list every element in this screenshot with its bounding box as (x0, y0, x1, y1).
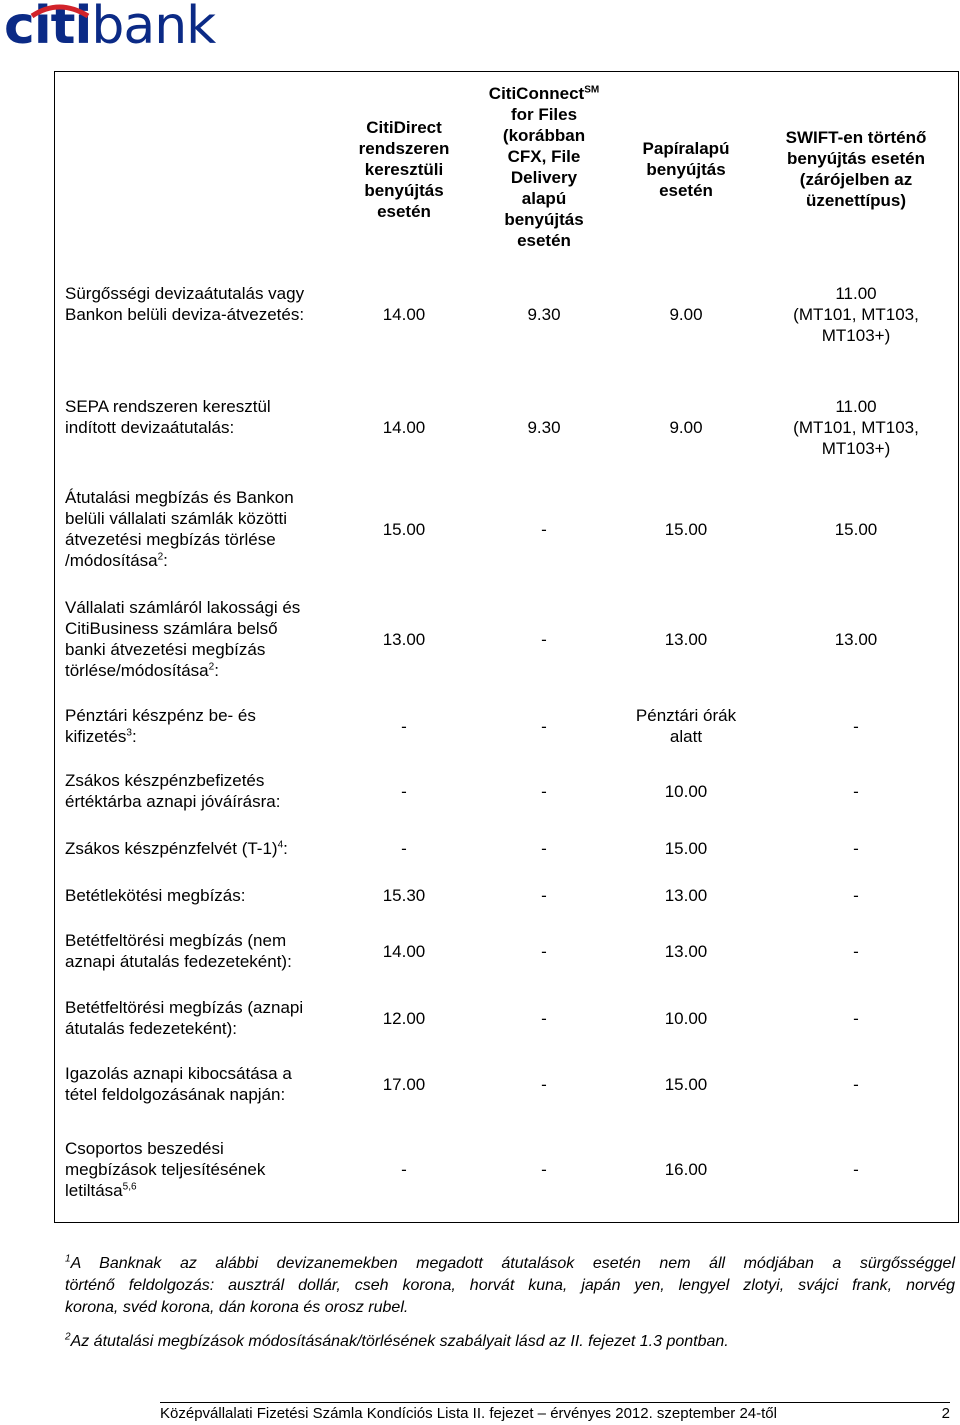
header-citiconnect-line: benyújtás (504, 210, 584, 229)
row-value-col2: - (541, 941, 547, 961)
row-value-col4: 13.00 (834, 629, 878, 649)
header-c2-title: CitiConnect℠ (488, 84, 600, 103)
row-value-col1: 12.00 (382, 1008, 426, 1028)
header-swift-line: benyújtás esetén (787, 149, 925, 168)
logo-citi: citi (4, 0, 92, 56)
row-value-col2: - (541, 629, 547, 649)
footnote-1 (65, 1253, 955, 1319)
row-value-col3: 16.00 (664, 1160, 708, 1179)
row-value-col2: - (541, 716, 547, 736)
row-value-col2: - (541, 519, 547, 539)
header-swift-line: SWIFT-en történő (785, 128, 927, 147)
row-value-col3: 15.00 (664, 1074, 708, 1094)
footer-divider (160, 1402, 950, 1403)
row-value-col1: - (401, 839, 407, 858)
row-label: SEPA rendszeren keresztül indított devizaátutalás: (65, 397, 271, 437)
row-label: Zsákos készpénzbefizetés értéktárba aznapi jóváírásra: (65, 771, 281, 811)
logo-bank: bank (91, 0, 216, 56)
header-paper-line: esetén (659, 181, 713, 200)
row-label: Pénztári készpénz be- és kifizetés$^3$: (65, 706, 256, 746)
row-value-col2: - (541, 839, 547, 858)
row-value-col1: - (401, 781, 407, 801)
row-value-col1: 14.00 (382, 418, 426, 437)
footer-text: Középvállalati Fizetési Számla Kondíciós Lista II. fejezet – érvényes 2012. szeptember 24-től (160, 1405, 777, 1422)
row-value-col1: 13.00 (382, 629, 426, 649)
footnote-1-line-2: történő feldolgozás: ausztrál dollár, cseh korona, horvát kuna, japán yen, lengyel zlotyi, svájci frank, norvég (65, 1277, 955, 1294)
row-label: Igazolás aznapi kibocsátása a tétel feldolgozásának napján: (65, 1064, 292, 1104)
row-value-col4: - (853, 1008, 859, 1028)
row-value-col4: - (853, 781, 859, 801)
row-value-col3: 13.00 (664, 886, 708, 905)
header-citidirect-line: rendszeren (358, 139, 450, 158)
header-paper-line: benyújtás (646, 160, 726, 179)
header-citidirect-line: keresztüli (364, 160, 444, 179)
row-value-col4: - (853, 716, 859, 736)
footnote-2-marker: 2 (65, 1331, 71, 1343)
footnote-1-line-3: korona, svéd korona, dán korona és orosz rubel. (65, 1299, 409, 1316)
row-value-col2: - (541, 1160, 547, 1179)
row-value-col2: - (541, 886, 547, 905)
row-value-col4: - (853, 839, 859, 858)
header-citiconnect-line: Delivery (510, 168, 578, 187)
row-label: Betétfeltörési megbízás (aznapi átutalás fedezeteként): (65, 998, 304, 1038)
row-value-col3: 15.00 (664, 839, 708, 858)
row-value-col3: 9.00 (669, 305, 703, 324)
row-value-col3: 15.00 (664, 519, 708, 539)
header-citiconnect-line: CFX, File (507, 147, 581, 166)
row-value-col4: - (853, 941, 859, 961)
row-value-col2: 9.30 (527, 305, 561, 324)
logo-arc-icon (4, 0, 114, 30)
header-paper (621, 138, 751, 201)
row-value-col4: 11.00 (MT101, MT103, MT103+) (793, 397, 919, 458)
row-label: Betétlekötési megbízás: (65, 886, 246, 905)
row-value-col1: 14.00 (382, 941, 426, 961)
page-footer (160, 1405, 950, 1423)
footnote-1-line-1: $^1$A Banknak az alábbi devizanemekben megadott átutalások esetén nem áll módjában a sürgősséggel (65, 1253, 955, 1272)
header-citiconnect-line: for Files (510, 105, 578, 124)
header-citidirect (339, 117, 469, 222)
row-value-col3: 13.00 (664, 629, 708, 649)
row-value-col2: - (541, 1074, 547, 1094)
header-citiconnect (479, 83, 609, 251)
row-value-col4: 11.00 (MT101, MT103, MT103+) (793, 284, 919, 345)
row-value-col1: - (401, 716, 407, 736)
row-label: Sürgősségi devizaátutalás vagy Bankon belüli deviza-átvezetés: (65, 284, 305, 324)
header-citiconnect-line: (korábban (502, 126, 586, 145)
footnote-2 (65, 1331, 729, 1353)
header-citiconnect-line: esetén (517, 231, 571, 250)
header-citidirect-line: esetén (377, 202, 431, 221)
row-value-col1: - (401, 1160, 407, 1179)
row-value-col4: - (853, 1074, 859, 1094)
row-value-col1: 15.30 (382, 886, 426, 905)
row-value-col3: 10.00 (664, 781, 708, 801)
header-swift (756, 127, 956, 211)
row-label: Betétfeltörési megbízás (nem aznapi átutalás fedezeteként): (65, 931, 292, 971)
header-swift-line: üzenettípus) (805, 191, 907, 210)
footnote-1-marker: 1 (65, 1253, 71, 1265)
row-value-col2: 9.30 (527, 418, 561, 437)
row-value-col1: 14.00 (382, 305, 426, 324)
row-value-col3: 13.00 (664, 941, 708, 961)
row-value-col4: - (853, 886, 859, 905)
page-number: 2 (941, 1405, 950, 1422)
row-value-col2: - (541, 1008, 547, 1028)
header-citiconnect-line: alapú (521, 189, 567, 208)
citibank-logo (4, 0, 216, 56)
row-value-col1: 15.00 (382, 519, 426, 539)
header-paper-line: Papíralapú (642, 139, 730, 158)
header-swift-line: (zárójelben az (799, 170, 913, 189)
row-value-col4: 15.00 (834, 519, 878, 539)
row-label: Vállalati számláról lakossági és CitiBusiness számlára belső banki átvezetési megbízás törlése/módosítása$^2$: (65, 598, 301, 680)
row-label: Átutalási megbízás és Bankon belüli vállalati számlák közötti átvezetési megbízás törlése /módosítása$^2$: (65, 488, 294, 570)
header-citidirect-line: CitiDirect (366, 118, 442, 137)
row-label: Csoportos beszedési megbízások teljesítésének letiltása$^{5,6}$ (65, 1139, 266, 1200)
row-value-col3: Pénztári órák alatt (635, 706, 737, 746)
footnote-2-text: Az átutalási megbízások módosításának/törlésének szabályait lásd az II. fejezet 1.3 pontban. (70, 1333, 729, 1350)
row-value-col2: - (541, 781, 547, 801)
row-value-col3: 10.00 (664, 1008, 708, 1028)
row-label: Zsákos készpénzfelvét $(T-1)^4$: (65, 839, 288, 858)
row-value-col4: - (853, 1160, 859, 1179)
row-value-col1: 17.00 (382, 1074, 426, 1094)
row-value-col3: 9.00 (669, 418, 703, 437)
header-citidirect-line: benyújtás (364, 181, 444, 200)
